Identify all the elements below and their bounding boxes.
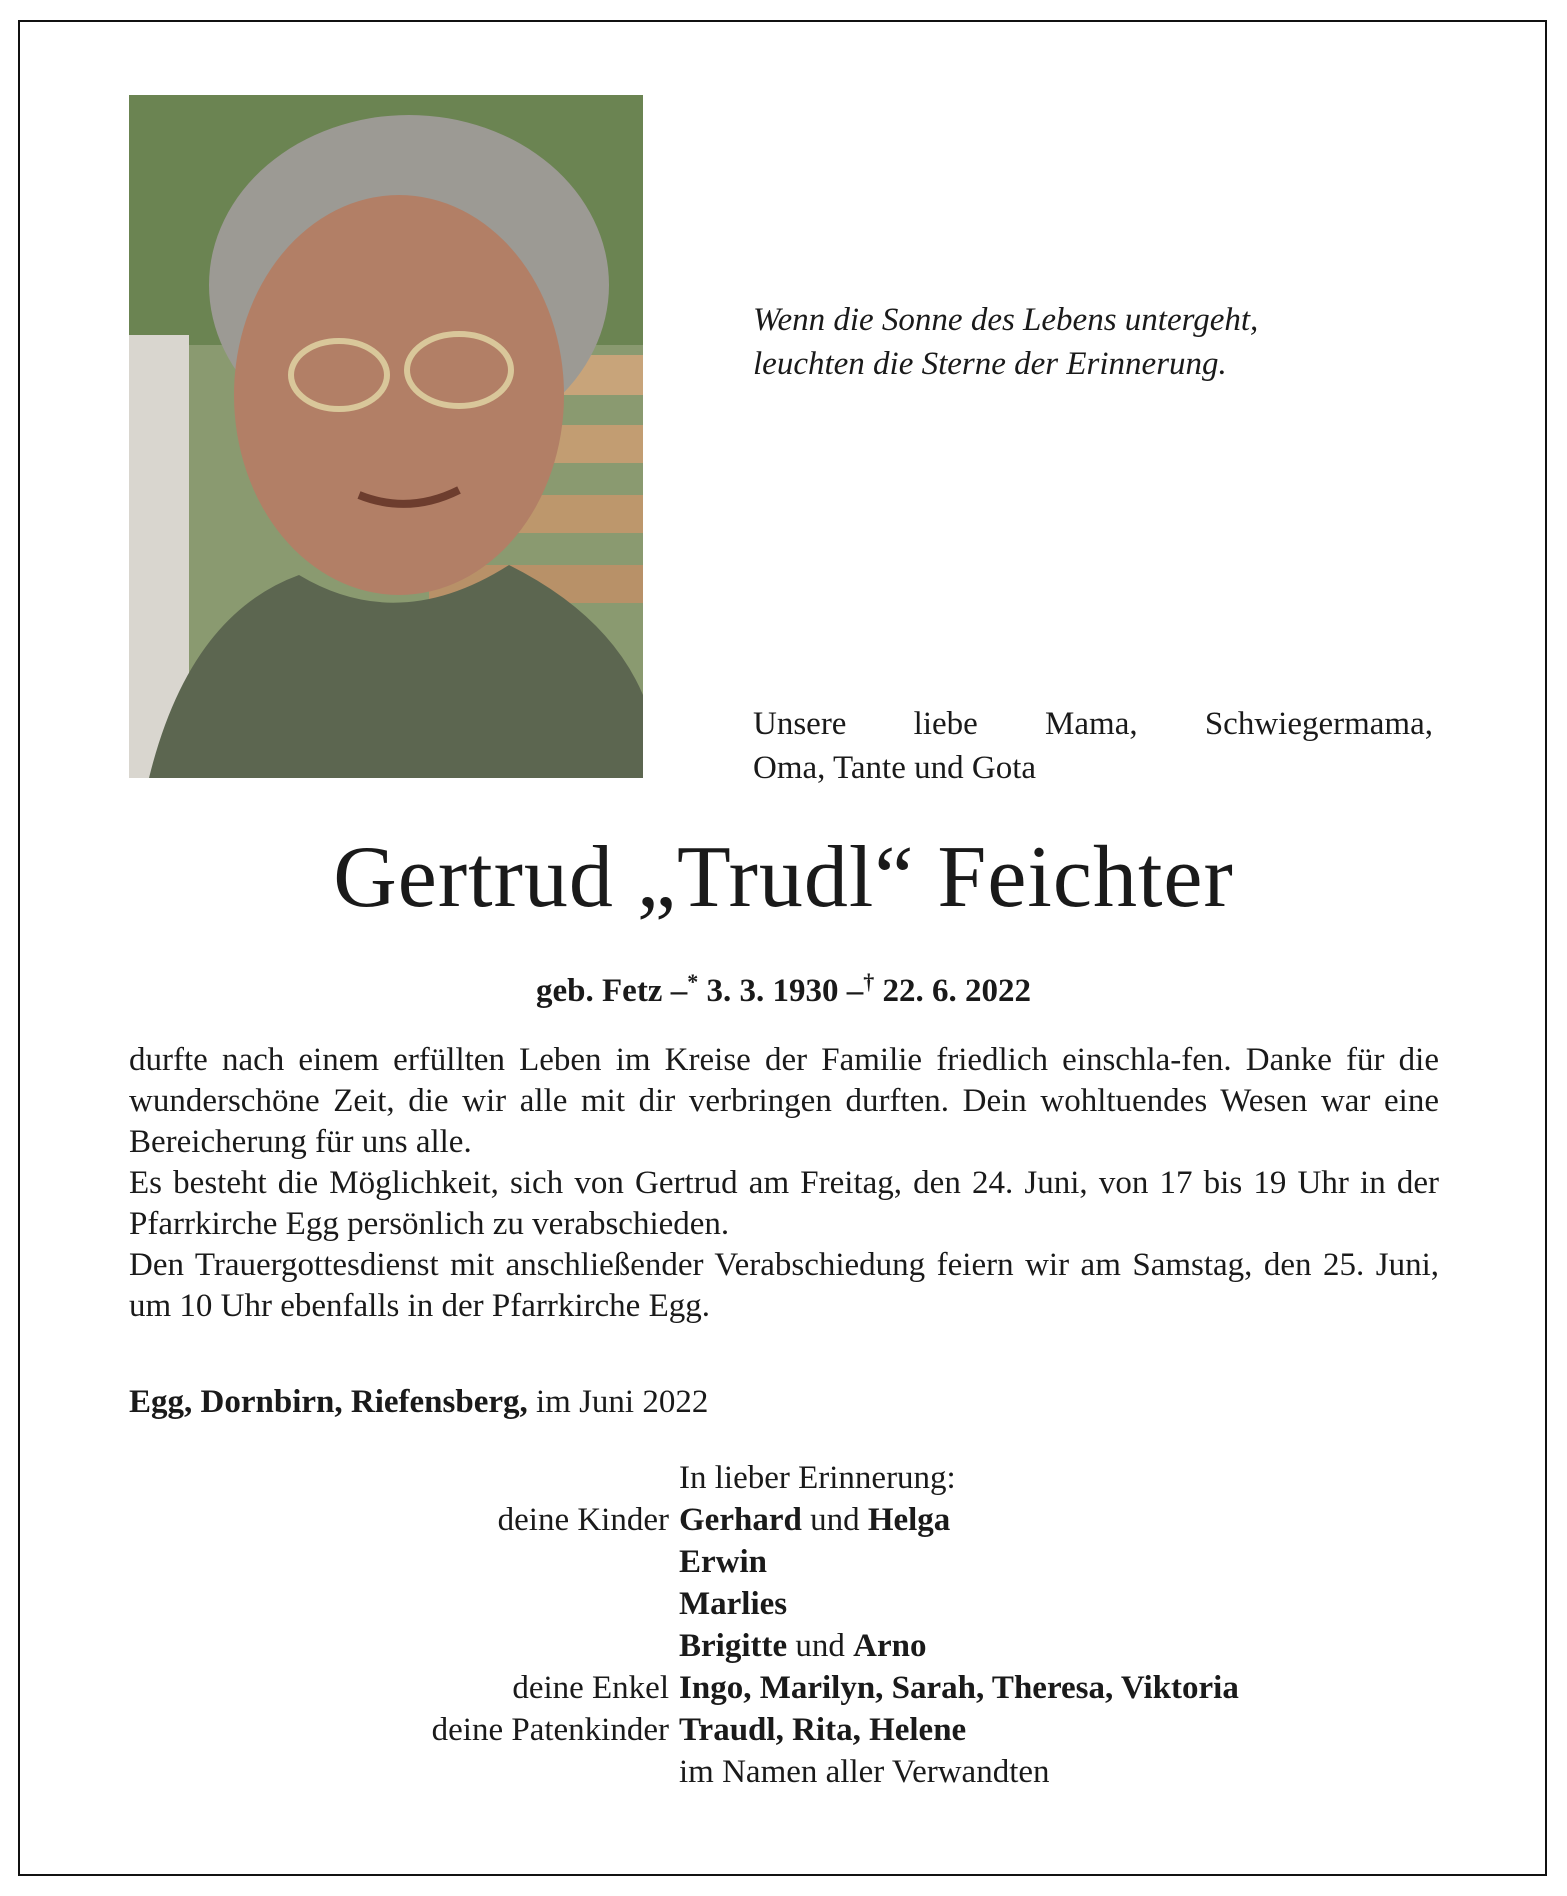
- intro-text: [753, 702, 1433, 790]
- life-dates: [0, 960, 1567, 1013]
- children-label: deine Kinder: [497, 1502, 669, 1538]
- child-name: Erwin: [679, 1544, 768, 1580]
- birth-symbol: *: [687, 969, 699, 994]
- mourners-heading: In lieber Erinnerung:: [679, 1460, 956, 1496]
- birth-name: geb. Fetz: [536, 973, 663, 1009]
- body-paragraph-2: Es besteht die Möglichkeit, sich von Gertrud am Freitag, den 24. Juni, von 17 bis 19 Uhr in der Pfarrkirche Egg persönlich zu verabschieden.: [129, 1165, 1439, 1242]
- memorial-quote: [753, 298, 1473, 386]
- dash-2: –: [846, 973, 864, 1009]
- dash-1: –: [670, 973, 688, 1009]
- partner-name: Helga: [867, 1502, 951, 1538]
- grandchildren-label: deine Enkel: [512, 1670, 669, 1706]
- quote-line-2: leuchten die Sterne der Erinnerung.: [753, 346, 1227, 382]
- birth-date: 3. 3. 1930: [706, 973, 839, 1009]
- conjunction: und: [810, 1502, 860, 1538]
- place-locations: Egg, Dornbirn, Riefensberg,: [129, 1384, 528, 1420]
- body-paragraph-3: Den Trauergottesdienst mit anschließender Verabschiedung feiern wir am Samstag, den 25. Juni, um 10 Uhr ebenfalls in der Pfarrkirche Egg.: [129, 1247, 1439, 1324]
- body-paragraph-1: durfte nach einem erfüllten Leben im Kreise der Familie friedlich einschla-fen. Danke für die wunderschöne Zeit, die wir alle mit dir verbringen durften. Dein wohltuendes Wesen war eine Bereicherung für uns alle.: [129, 1042, 1439, 1160]
- death-date: 22. 6. 2022: [882, 973, 1031, 1009]
- child-name: Brigitte: [679, 1628, 788, 1664]
- death-symbol: †: [863, 969, 875, 994]
- child-name: Marlies: [679, 1586, 788, 1622]
- child-name: Gerhard: [679, 1502, 802, 1538]
- place-and-date: [129, 1380, 1129, 1424]
- obituary-body: [129, 1040, 1439, 1327]
- partner-name: Arno: [853, 1628, 927, 1664]
- conjunction: und: [795, 1628, 845, 1664]
- intro-line-1: Unsere liebe Mama, Schwiegermama,: [753, 706, 1433, 742]
- quote-line-1: Wenn die Sonne des Lebens untergeht,: [753, 302, 1259, 338]
- portrait-image: [129, 95, 643, 778]
- mourners-closing: im Namen aller Verwandten: [679, 1754, 1050, 1790]
- deceased-name: Gertrud „Trudl“ Feichter: [333, 829, 1234, 926]
- place-date: im Juni 2022: [536, 1384, 709, 1420]
- portrait-photo: [129, 95, 643, 778]
- godchildren-names: Traudl, Rita, Helene: [679, 1712, 967, 1748]
- mourners-list: [129, 1457, 1439, 1793]
- intro-line-2: Oma, Tante und Gota: [753, 750, 1037, 786]
- grandchildren-names: Ingo, Marilyn, Sarah, Theresa, Viktoria: [679, 1670, 1239, 1706]
- godchildren-label: deine Patenkinder: [431, 1712, 669, 1748]
